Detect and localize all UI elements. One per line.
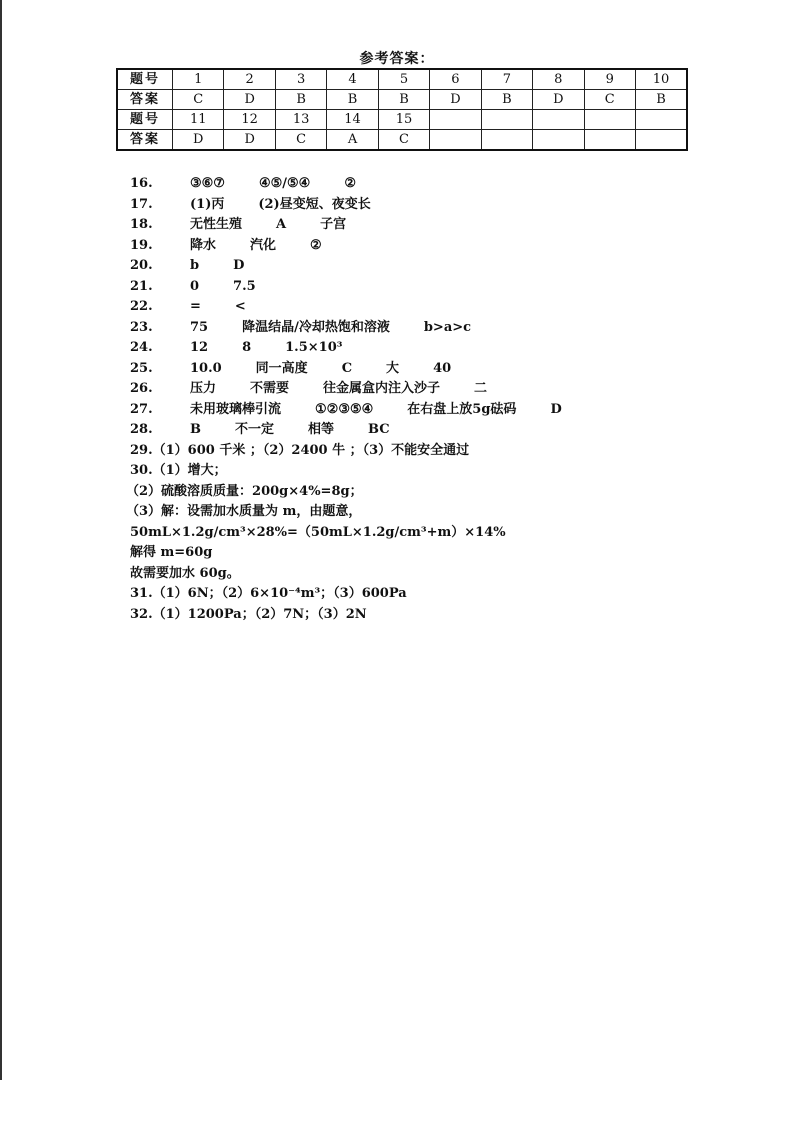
table-cell: C	[173, 90, 224, 110]
answer-key-table	[116, 68, 688, 151]
answer-item	[130, 379, 750, 400]
answer-part: D	[233, 258, 245, 273]
answer-content	[190, 195, 405, 216]
answer-number: 20.	[130, 258, 153, 273]
table-cell	[481, 110, 532, 130]
answer-part: 12	[190, 340, 209, 355]
answer-content	[190, 400, 596, 421]
answer-content	[190, 359, 485, 380]
answer-item	[130, 195, 750, 216]
answer-part: ②	[344, 176, 356, 191]
answer-part: 无性生殖	[190, 217, 243, 232]
answer-part: C	[341, 360, 353, 376]
answer-part: 0	[190, 278, 200, 294]
answer-item	[130, 215, 750, 236]
answer-number: 27.	[130, 401, 153, 417]
answer-line: 30.（1）增大；	[130, 463, 227, 478]
table-cell: 8	[533, 69, 584, 90]
table-cell: D	[224, 90, 275, 110]
answer-number: 28.	[130, 422, 153, 437]
answer-part: 往金属盒内注入沙子	[323, 381, 441, 396]
answer-part: b>a>c	[423, 319, 472, 335]
answer-part: 7.5	[233, 278, 256, 294]
row-header-cell: 题号	[117, 69, 173, 90]
table-cell: B	[635, 90, 687, 110]
answer-part: <	[234, 299, 246, 314]
answer-part: ①②③⑤④	[315, 401, 374, 417]
table-cell: B	[327, 90, 378, 110]
answer-item	[130, 400, 750, 421]
answer-line: 32.（1）1200Pa；（2）7N；（3）2N	[130, 606, 367, 622]
table-cell: 13	[275, 110, 326, 130]
answer-content	[190, 379, 521, 400]
table-cell	[635, 110, 687, 130]
table-cell: B	[378, 90, 429, 110]
answer-item	[130, 359, 750, 380]
answer-part: 相等	[308, 422, 335, 437]
answer-part: ③⑥⑦	[190, 176, 225, 191]
answers-section	[126, 174, 750, 625]
table-cell: C	[584, 90, 635, 110]
answer-part: 10.0	[190, 360, 222, 376]
table-cell: 4	[327, 69, 378, 90]
answer-content	[190, 256, 278, 277]
answer-part: (1)丙	[190, 196, 225, 212]
answer-part: ②	[310, 237, 322, 253]
answer-part: 不一定	[235, 422, 275, 437]
answer-part: 压力	[190, 381, 217, 396]
table-cell: 15	[378, 110, 429, 130]
answer-part: 不需要	[250, 381, 290, 396]
table-cell	[430, 110, 481, 130]
table-cell	[635, 130, 687, 151]
table-cell: C	[275, 130, 326, 151]
answer-line: 50mL×1.2g/cm³×28%=（50mL×1.2g/cm³+m）×14%	[130, 524, 506, 540]
answer-content	[190, 215, 380, 236]
answer-line: 31.（1）6N；（2）6×10⁻⁴m³；（3）600Pa	[130, 586, 407, 601]
answer-part: (2)昼变短、夜变长	[258, 196, 371, 212]
answer-part: 40	[433, 360, 452, 376]
answer-row	[117, 130, 687, 151]
answer-item	[130, 318, 750, 339]
answer-part: 大	[386, 360, 400, 376]
answer-content	[190, 420, 424, 441]
answer-line: 29.（1）600 千米 ；（2）2400 牛 ；（3）不能安全通过	[130, 442, 470, 458]
table-cell: 12	[224, 110, 275, 130]
row-header-cell: 答案	[117, 130, 173, 151]
answer-part: 汽化	[250, 237, 277, 253]
answer-line: （3）解：设需加水质量为 m，由题意，	[126, 504, 362, 519]
answer-item	[130, 174, 750, 195]
answer-part: B	[190, 422, 201, 437]
answer-number: 24.	[130, 340, 153, 355]
answer-part: A	[276, 217, 287, 232]
answer-number: 22.	[130, 299, 153, 314]
answer-content	[190, 236, 356, 257]
table-cell: D	[224, 130, 275, 151]
answer-part: 75	[190, 319, 209, 335]
table-cell: 11	[173, 110, 224, 130]
answer-part: 降温结晶/冷却热饱和溶液	[242, 319, 390, 335]
answer-content	[190, 297, 280, 318]
answer-part: BC	[368, 422, 390, 437]
row-header-cell: 答案	[117, 90, 173, 110]
table-cell: D	[430, 90, 481, 110]
table-cell	[584, 110, 635, 130]
answer-part: ④⑤/⑤④	[258, 176, 311, 191]
table-cell: B	[481, 90, 532, 110]
answer-part: 二	[474, 381, 488, 396]
answer-number: 23.	[130, 319, 153, 335]
answer-part: 降水	[190, 237, 217, 253]
answer-part: 同一高度	[255, 360, 308, 376]
table-cell: 3	[275, 69, 326, 90]
answer-item	[130, 297, 750, 318]
table-cell: 9	[584, 69, 635, 90]
answer-number: 16.	[130, 176, 153, 191]
answer-item	[130, 277, 750, 298]
answer-part: 在右盘上放5g砝码	[407, 401, 517, 417]
answer-part: D	[550, 401, 562, 417]
page-left-border	[0, 0, 2, 1080]
table-cell	[430, 130, 481, 151]
table-cell: 2	[224, 69, 275, 90]
answer-part: =	[190, 299, 201, 314]
table-cell: 10	[635, 69, 687, 90]
table-cell: D	[533, 90, 584, 110]
answer-line: （2）硫酸溶质质量：200g×4%=8g；	[126, 483, 363, 499]
table-cell: 14	[327, 110, 378, 130]
table-cell: 6	[430, 69, 481, 90]
answer-line: 故需要加水 60g。	[130, 565, 240, 581]
answer-line: 解得 m=60g	[130, 545, 213, 560]
row-header-cell: 题号	[117, 110, 173, 130]
answer-item	[130, 420, 750, 441]
answer-item	[130, 338, 750, 359]
answer-number: 21.	[130, 278, 153, 294]
answer-part: b	[190, 258, 200, 273]
table-cell	[481, 130, 532, 151]
answer-part: 8	[242, 340, 252, 355]
table-cell: 7	[481, 69, 532, 90]
answer-row	[117, 90, 687, 110]
table-cell: A	[327, 130, 378, 151]
answer-content	[190, 338, 376, 359]
answer-content	[190, 277, 290, 298]
answer-content	[190, 318, 505, 339]
table-cell: B	[275, 90, 326, 110]
answer-number: 25.	[130, 360, 153, 376]
table-cell: 5	[378, 69, 429, 90]
answer-part: 未用玻璃棒引流	[190, 401, 282, 417]
table-cell	[533, 130, 584, 151]
answer-number: 17.	[130, 196, 153, 212]
answer-number: 19.	[130, 237, 153, 253]
table-cell: C	[378, 130, 429, 151]
answer-part: 1.5×10³	[285, 340, 343, 355]
question-number-row	[117, 69, 687, 90]
answer-item	[130, 236, 750, 257]
table-cell	[584, 130, 635, 151]
table-cell: D	[173, 130, 224, 151]
answer-number: 18.	[130, 217, 153, 232]
table-cell: 1	[173, 69, 224, 90]
page-title: 参考答案：	[359, 51, 435, 67]
question-number-row	[117, 110, 687, 130]
answer-number: 26.	[130, 381, 153, 396]
answer-content	[190, 174, 390, 195]
answer-part: 子宫	[320, 217, 347, 232]
table-cell	[533, 110, 584, 130]
answer-item	[130, 256, 750, 277]
